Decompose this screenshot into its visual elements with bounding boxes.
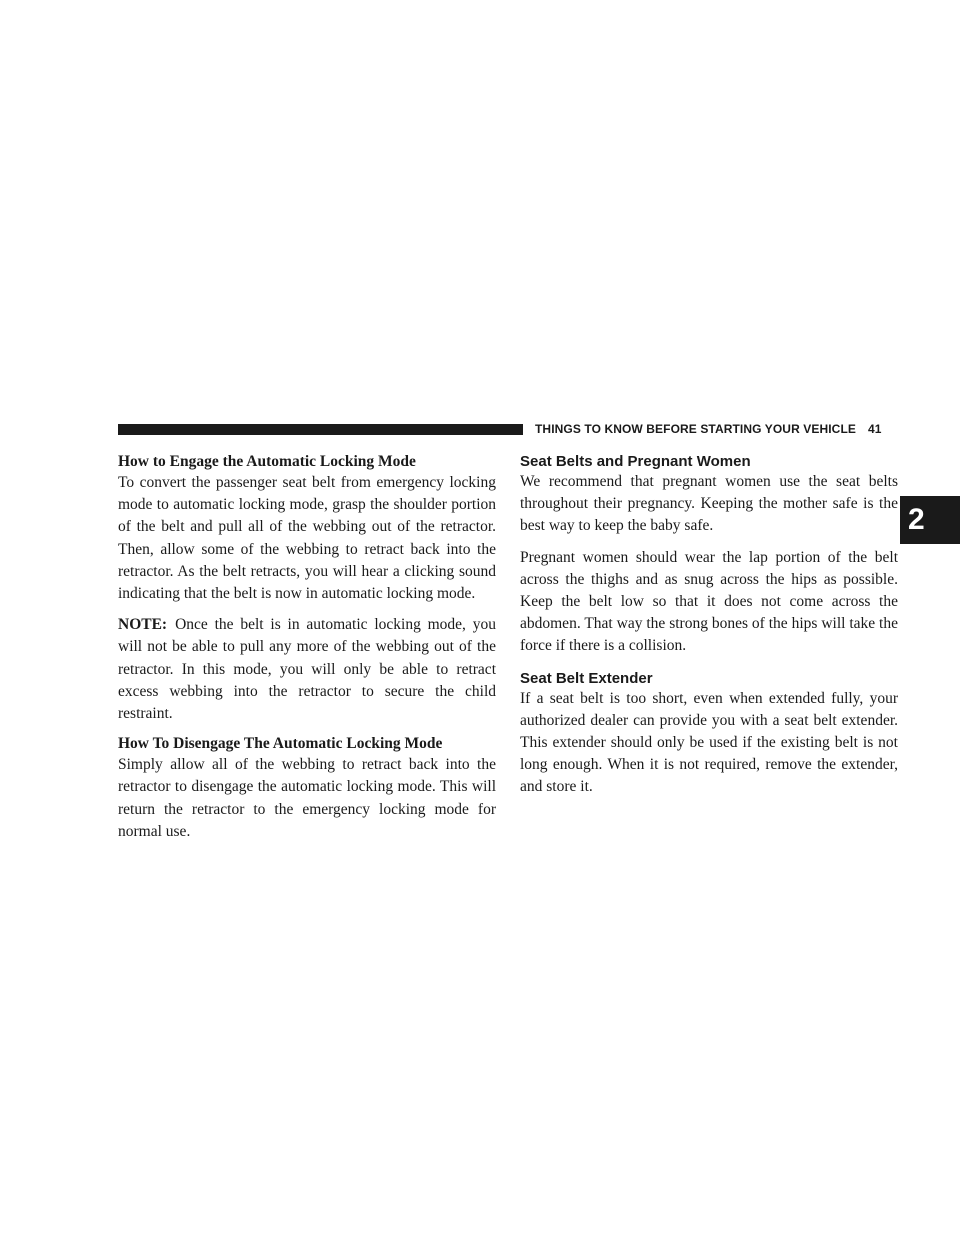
- running-header: [535, 421, 882, 437]
- chapter-tab: [900, 496, 960, 544]
- section-title: THINGS TO KNOW BEFORE STARTING YOUR VEHICLE: [535, 422, 856, 436]
- heading-engage-locking-mode: How to Engage the Automatic Locking Mode: [118, 453, 416, 470]
- chapter-number: 2: [908, 503, 925, 536]
- header-rule: [118, 424, 523, 435]
- heading-pregnant-women: Seat Belts and Pregnant Women: [520, 453, 751, 470]
- paragraph-lap-belt-position: Pregnant women should wear the lap portion of the belt across the thighs and as snug across the hips as possible. Keep the belt low so that it does not come across the abdomen. That way the strong bones of the hips will take the force if there is a collision.: [520, 548, 898, 655]
- note-text: Once the belt is in automatic locking mode, you will not be able to pull any more of the webbing out of the retractor. In this mode, you will only be able to retract excess webbing into the retractor to secure the child restraint.: [118, 616, 496, 723]
- heading-seat-belt-extender: Seat Belt Extender: [520, 669, 653, 687]
- page-number: 41: [867, 422, 882, 436]
- paragraph-engage-instructions: To convert the passenger seat belt from emergency locking mode to automatic locking mode, grasp the shoulder portion of the belt and pull all of the webbing out of the retractor. Then, allow some of the webbing to retract back into the retractor. As the belt retracts, you will hear a clicking sound indicating that the belt is now in automatic locking mode.: [118, 474, 496, 603]
- left-column: [118, 452, 496, 843]
- note-label: NOTE:: [118, 616, 168, 634]
- paragraph-extender-info: If a seat belt is too short, even when extended fully, your authorized dealer can provide you with a seat belt extender. This extender should only be used if the existing belt is not long enough. When it is not required, remove the extender, and store it.: [520, 689, 898, 796]
- paragraph-disengage-instructions: Simply allow all of the webbing to retract back into the retractor to disengage the automatic locking mode. This will return the retractor to the emergency locking mode for normal use.: [118, 756, 496, 840]
- heading-disengage-locking-mode: How To Disengage The Automatic Locking Mode: [118, 735, 443, 753]
- note-paragraph: [118, 614, 496, 725]
- paragraph-pregnancy-recommendation: We recommend that pregnant women use the seat belts throughout their pregnancy. Keeping the mother safe is the best way to keep the baby safe.: [520, 473, 898, 535]
- right-column: [520, 452, 898, 799]
